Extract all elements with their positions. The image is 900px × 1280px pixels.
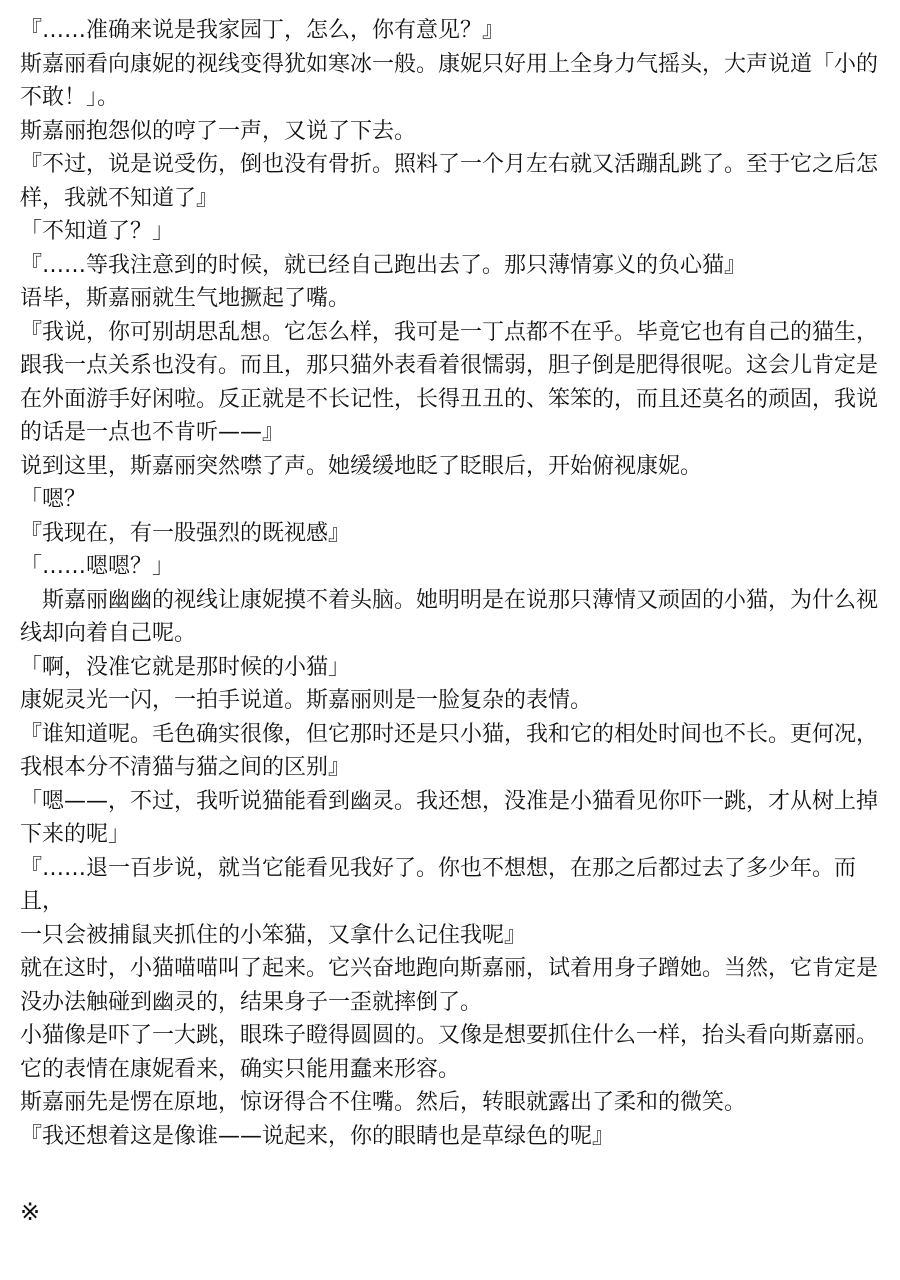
section-break-mark: ※ — [20, 1198, 41, 1226]
paragraph: 「不知道了？」 — [20, 219, 175, 244]
paragraph: 一只会被捕鼠夹抓住的小笨猫，又拿什么记住我呢』 — [20, 922, 527, 948]
blank-line — [20, 1153, 880, 1195]
paragraph: 斯嘉丽先是愣在原地，惊讶得合不住嘴。然后，转眼就露出了柔和的微笑。 — [20, 1090, 747, 1115]
paragraph: 『我还想着这是像谁——说起来，你的眼睛也是草绿色的呢』 — [20, 1123, 615, 1149]
paragraph: 斯嘉丽看向康妮的视线变得犹如寒冰一般。康妮只好用上全身力气摇头，大声说道「小的不敢！」。 — [20, 51, 879, 110]
paragraph: 就在这时，小猫喵喵叫了起来。它兴奋地跑向斯嘉丽，试着用身子蹭她。当然，它肯定是没办法触碰到幽灵的，结果身子一歪就摔倒了。 — [20, 956, 879, 1015]
paragraph: 斯嘉丽抱怨似的哼了一声，又说了下去。 — [20, 118, 417, 144]
paragraph: 小猫像是吓了一大跳，眼珠子瞪得圆圆的。又像是想要抓住什么一样，抬头看向斯嘉丽。它的表情在康妮看来，确实只能用蠢来形容。 — [20, 1023, 879, 1082]
paragraph: 『不过，说是说受伤，倒也没有骨折。照料了一个月左右就又活蹦乱跳了。至于它之后怎样，我就不知道了』 — [20, 152, 879, 211]
paragraph: 说到这里，斯嘉丽突然噤了声。她缓缓地眨了眨眼后，开始俯视康妮。 — [20, 453, 703, 479]
paragraph: 『我说，你可别胡思乱想。它怎么样，我可是一丁点都不在乎。毕竟它也有自己的猫生，跟我一点关系也没有。而且，那只猫外表看着很懦弱，胆子倒是肥得很呢。这会儿肯定是在外面游手好闲啦。反正就是不长记性，长得丑丑的、笨笨的，而且还莫名的顽固，我说的话是一点也不肯听——』 — [20, 319, 879, 445]
paragraph: 康妮灵光一闪，一拍手说道。斯嘉丽则是一脸复杂的表情。 — [20, 688, 593, 713]
paragraph: 斯嘉丽幽幽的视线让康妮摸不着头脑。她明明是在说那只薄情又顽固的小猫，为什么视线却向着自己呢。 — [20, 587, 879, 646]
paragraph: 「啊，没准它就是那时候的小猫」 — [20, 654, 351, 680]
paragraph: 『我现在，有一股强烈的既视感』 — [20, 520, 351, 546]
paragraph: 「嗯——，不过，我听说猫能看到幽灵。我还想，没准是小猫看见你吓一跳，才从树上掉下来的呢」 — [20, 788, 879, 847]
paragraph: 『……等我注意到的时候，就已经自己跑出去了。那只薄情寡义的负心猫』 — [20, 252, 747, 278]
paragraph: 『谁知道呢。毛色确实很像，但它那时还是只小猫，我和它的相处时间也不长。更何况，我根本分不清猫与猫之间的区别』 — [20, 721, 879, 780]
paragraph: 「……嗯嗯？」 — [20, 554, 175, 579]
paragraph: 「嗯？ — [20, 487, 87, 512]
paragraph: 『……准确来说是我家园丁，怎么，你有意见？』 — [20, 18, 505, 43]
paragraph: 『……退一百步说，就当它能看见我好了。你也不想想，在那之后都过去了多少年。而且， — [20, 855, 857, 914]
paragraph: 语毕，斯嘉丽就生气地撅起了嘴。 — [20, 286, 351, 311]
document-body — [20, 14, 880, 1229]
